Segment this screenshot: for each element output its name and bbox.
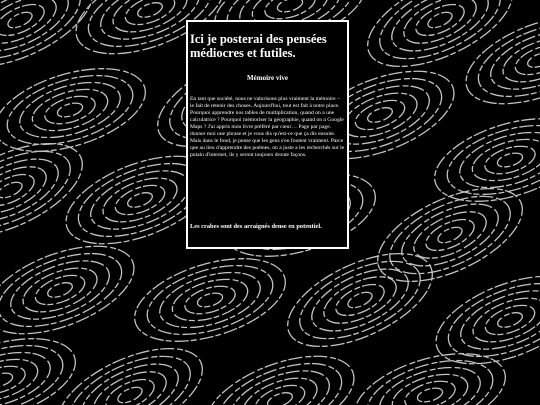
- swirl-ring: [393, 191, 508, 278]
- swirl-ring: [366, 105, 395, 126]
- swirl-ring: [496, 150, 524, 169]
- content-panel: [186, 20, 349, 249]
- post-title: Mémoire vive: [247, 74, 288, 82]
- swirl-ring: [209, 349, 352, 405]
- swirl-ring: [13, 72, 126, 148]
- swirl-ring: [425, 103, 540, 217]
- swirl-ring: [42, 91, 99, 129]
- swirl-ring: [0, 370, 14, 389]
- swirl-ring: [125, 243, 295, 357]
- swirl-ring: [0, 0, 106, 86]
- swirl-ring: [31, 269, 88, 310]
- swirl-ring: [387, 366, 472, 405]
- post-body: En tant que société, nous ne valorisons plus vraiment la mémoire – le fait de retenir des choses. Aujourd'hui, tout est fait à notre place. Pourquoi apprendre nos tables de multiplication, quand on a une calculatrice ? Pourquoi mémoriser la géographie, quand on a Google Maps ? J'ai appris mon livre préféré par cœur… Page par page. donner moi une phrase et je vous dis qu'est-ce que ça dis ensuite. Mais dans le fond, je pense que les gens s'en foutent vraiment. Parce que au lieu d'apprendre des poèmes, on a juste a les recherchés sur le putain d'internet, ils y seront toujours droute façons.: [190, 96, 345, 158]
- swirl-ring: [83, 159, 197, 241]
- swirl-ring: [0, 146, 67, 233]
- swirl-ring: [368, 0, 511, 75]
- swirl-ring: [0, 157, 53, 223]
- swirl-ring: [73, 351, 188, 405]
- swirl-ring: [421, 213, 478, 257]
- swirl-ring: [44, 329, 216, 405]
- swirl-ring: [0, 228, 146, 351]
- swirl-ring: [101, 373, 158, 405]
- swirl-ring: [402, 376, 459, 405]
- swirl-ring: [3, 249, 117, 331]
- swirl-ring: [111, 179, 168, 220]
- swirl-ring: [223, 359, 337, 405]
- tagline: Les crabes sont des arraignés dense en potentiel.: [190, 223, 322, 230]
- swirl-ring: [0, 124, 96, 255]
- swirl-ring: [0, 323, 85, 405]
- swirl-ring: [274, 234, 446, 365]
- swirl-ring: [416, 385, 444, 404]
- swirl-ring: [337, 84, 423, 146]
- swirl-ring: [0, 62, 141, 157]
- swirl-ring: [411, 0, 468, 42]
- swirl-ring: [496, 310, 525, 331]
- swirl-ring: [121, 0, 178, 31]
- swirl-ring: [0, 179, 24, 201]
- swirl-ring: [481, 299, 538, 340]
- swirl-ring: [46, 280, 75, 301]
- swirl-ring: [153, 262, 266, 338]
- swirl-ring: [276, 0, 304, 15]
- swirl-ring: [139, 252, 281, 347]
- swirl-ring: [97, 169, 183, 231]
- swirl-ring: [0, 0, 92, 75]
- swirl-ring: [467, 289, 540, 351]
- swirl-ring: [136, 0, 165, 20]
- swirl-ring: [0, 53, 155, 167]
- swirl-ring: [482, 141, 539, 179]
- swirl-ring: [126, 190, 155, 211]
- swirl-ring: [351, 94, 408, 135]
- swirl-ring: [453, 279, 540, 361]
- swirl-ring: [17, 259, 103, 321]
- swirl-ring: [0, 0, 77, 64]
- swirl-ring: [303, 256, 418, 343]
- swirl-ring: [196, 290, 224, 309]
- swirl-ring: [56, 100, 84, 119]
- swirl-ring: [364, 169, 536, 300]
- swirl-ring: [182, 281, 239, 319]
- swirl-ring: [0, 332, 71, 405]
- swirl-ring: [194, 338, 365, 405]
- site-title: Ici je posterai des pensées médiocres et futiles.: [190, 32, 327, 60]
- swirl-ring: [331, 278, 388, 322]
- swirl-ring: [383, 0, 498, 64]
